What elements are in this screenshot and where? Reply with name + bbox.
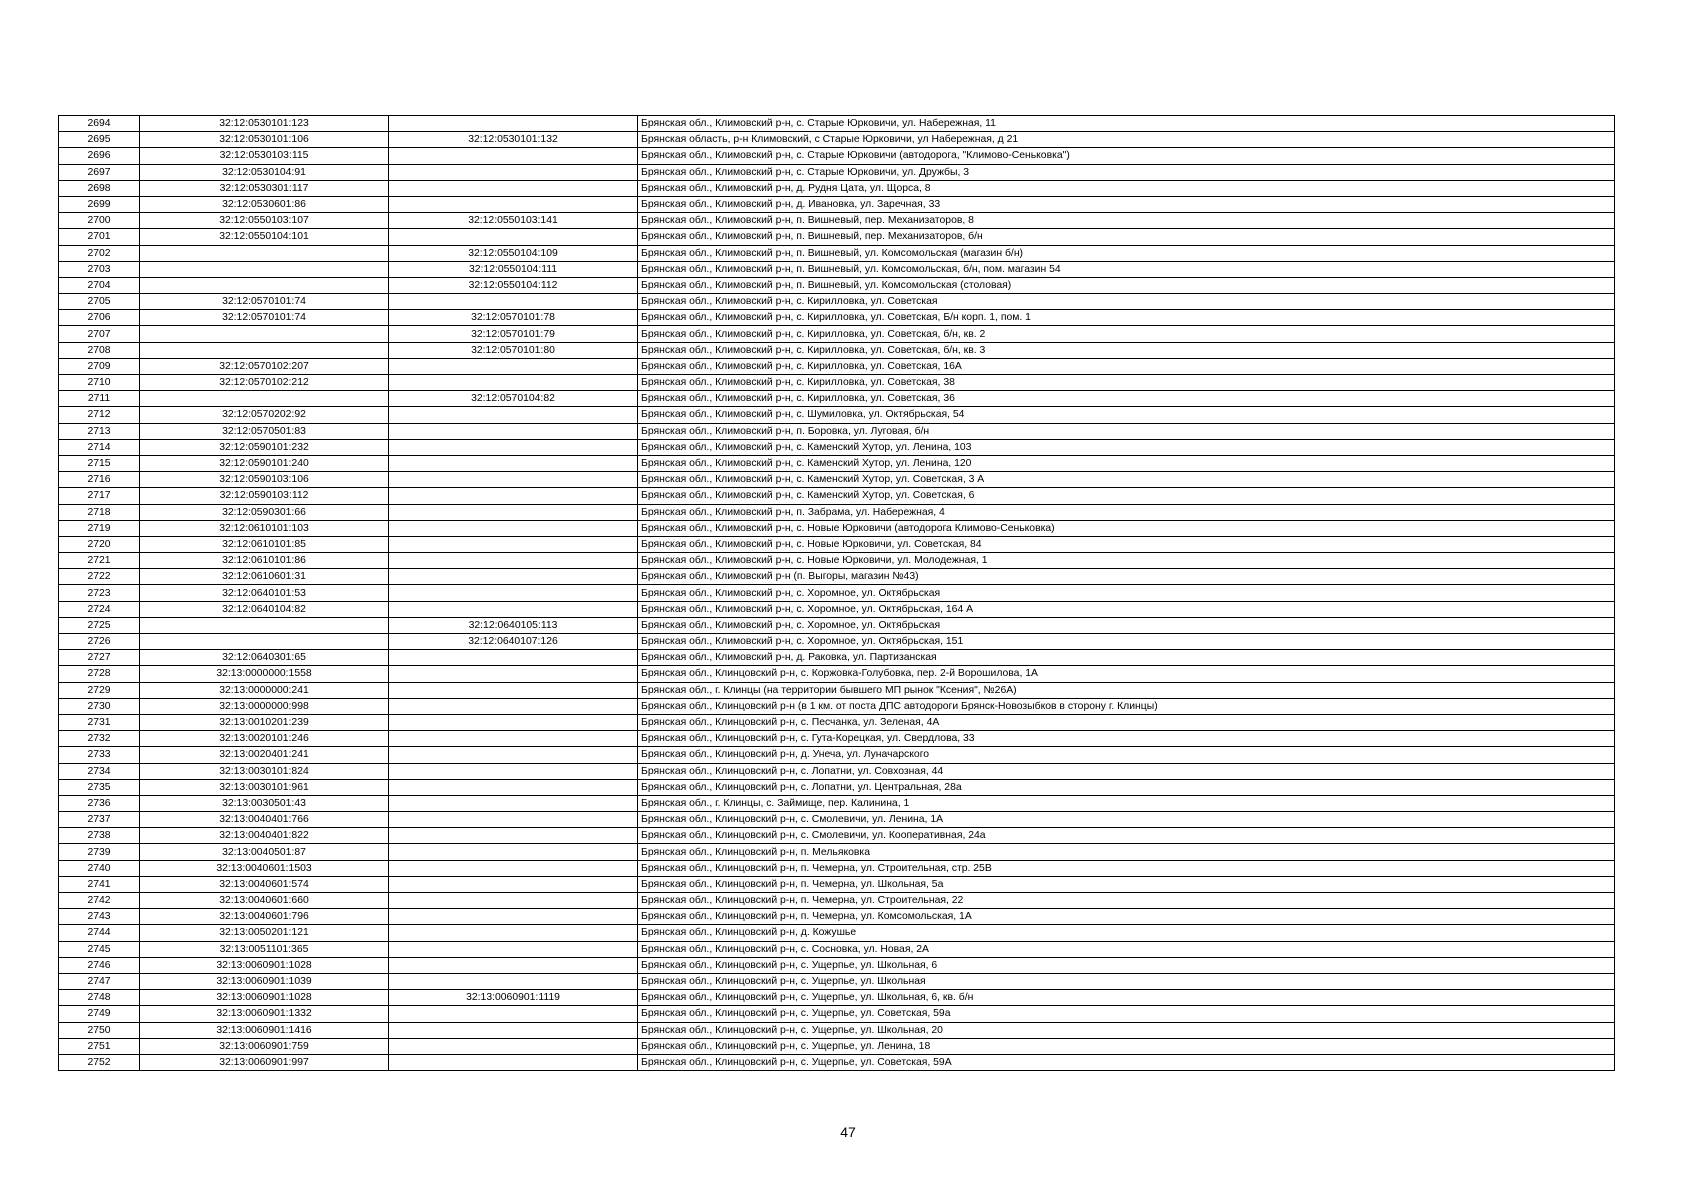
table-row (59, 342, 1615, 358)
cadastral-number-cell: 32:13:0040401:766 (140, 812, 389, 828)
table-row (59, 455, 1615, 471)
row-number-cell: 2750 (59, 1022, 140, 1038)
row-number-cell: 2717 (59, 488, 140, 504)
table-row (59, 261, 1615, 277)
table-row (59, 617, 1615, 633)
related-cadastral-number-cell (389, 601, 638, 617)
cadastral-number-cell: 32:13:0051101:365 (140, 941, 389, 957)
related-cadastral-number-cell (389, 229, 638, 245)
cadastral-number-cell: 32:13:0040601:796 (140, 909, 389, 925)
row-number-cell: 2701 (59, 229, 140, 245)
related-cadastral-number-cell: 32:12:0570104:82 (389, 391, 638, 407)
address-cell: Брянская обл., Клинцовский р-н, с. Коржовка-Голубовка, пер. 2-й Ворошилова, 1А (638, 666, 1615, 682)
row-number-cell: 2698 (59, 180, 140, 196)
table-row (59, 828, 1615, 844)
row-number-cell: 2727 (59, 650, 140, 666)
address-cell: Брянская обл., Клинцовский р-н, с. Ущерпье, ул. Советская, 59А (638, 1054, 1615, 1070)
related-cadastral-number-cell (389, 698, 638, 714)
related-cadastral-number-cell (389, 828, 638, 844)
row-number-cell: 2743 (59, 909, 140, 925)
cadastral-number-cell: 32:13:0040601:574 (140, 876, 389, 892)
address-cell: Брянская обл., Климовский р-н, с. Каменский Хутор, ул. Ленина, 120 (638, 455, 1615, 471)
table-row (59, 423, 1615, 439)
address-cell: Брянская обл., Клинцовский р-н, п. Чемерна, ул. Комсомольская, 1А (638, 909, 1615, 925)
row-number-cell: 2737 (59, 812, 140, 828)
related-cadastral-number-cell: 32:12:0640107:126 (389, 634, 638, 650)
cadastral-number-cell: 32:13:0020101:246 (140, 731, 389, 747)
address-cell: Брянская обл., Климовский р-н, с. Старые Юрковичи (автодорога, "Климово-Сеньковка") (638, 148, 1615, 164)
related-cadastral-number-cell (389, 876, 638, 892)
cadastral-number-cell: 32:12:0570102:212 (140, 375, 389, 391)
cadastral-number-cell (140, 277, 389, 293)
related-cadastral-number-cell (389, 1038, 638, 1054)
related-cadastral-number-cell: 32:12:0530101:132 (389, 132, 638, 148)
row-number-cell: 2720 (59, 536, 140, 552)
row-number-cell: 2749 (59, 1006, 140, 1022)
table-row (59, 375, 1615, 391)
property-table (58, 115, 1615, 1071)
row-number-cell: 2740 (59, 860, 140, 876)
address-cell: Брянская обл., Клинцовский р-н, с. Гута-Корецкая, ул. Свердлова, 33 (638, 731, 1615, 747)
address-cell: Брянская обл., Клинцовский р-н, с. Смолевичи, ул. Кооперативная, 24а (638, 828, 1615, 844)
row-number-cell: 2711 (59, 391, 140, 407)
table-row (59, 326, 1615, 342)
row-number-cell: 2723 (59, 585, 140, 601)
cadastral-number-cell: 32:13:0030101:824 (140, 763, 389, 779)
cadastral-number-cell: 32:12:0530301:117 (140, 180, 389, 196)
row-number-cell: 2703 (59, 261, 140, 277)
address-cell: Брянская обл., Клинцовский р-н, с. Лопатни, ул. Совхозная, 44 (638, 763, 1615, 779)
cadastral-number-cell (140, 326, 389, 342)
related-cadastral-number-cell (389, 682, 638, 698)
address-cell: Брянская обл., Климовский р-н, с. Новые Юрковичи, ул. Советская, 84 (638, 536, 1615, 552)
table-row (59, 909, 1615, 925)
row-number-cell: 2699 (59, 196, 140, 212)
address-cell: Брянская обл., Клинцовский р-н, с. Ущерпье, ул. Школьная, 20 (638, 1022, 1615, 1038)
address-cell: Брянская обл., Климовский р-н, с. Хоромное, ул. Октябрьская (638, 617, 1615, 633)
row-number-cell: 2695 (59, 132, 140, 148)
cadastral-number-cell: 32:12:0570102:207 (140, 358, 389, 374)
related-cadastral-number-cell (389, 536, 638, 552)
table-row (59, 553, 1615, 569)
address-cell: Брянская обл., Климовский р-н, с. Хоромное, ул. Октябрьская (638, 585, 1615, 601)
table-row (59, 132, 1615, 148)
related-cadastral-number-cell (389, 439, 638, 455)
related-cadastral-number-cell: 32:12:0550104:111 (389, 261, 638, 277)
related-cadastral-number-cell (389, 1022, 638, 1038)
table-row (59, 682, 1615, 698)
related-cadastral-number-cell (389, 553, 638, 569)
cadastral-number-cell: 32:12:0640101:53 (140, 585, 389, 601)
row-number-cell: 2738 (59, 828, 140, 844)
cadastral-number-cell (140, 342, 389, 358)
row-number-cell: 2718 (59, 504, 140, 520)
table-row (59, 245, 1615, 261)
table-row (59, 391, 1615, 407)
cadastral-number-cell: 32:12:0530101:106 (140, 132, 389, 148)
table-row (59, 650, 1615, 666)
related-cadastral-number-cell: 32:12:0550104:109 (389, 245, 638, 261)
table-row (59, 196, 1615, 212)
cadastral-number-cell: 32:13:0000000:241 (140, 682, 389, 698)
address-cell: Брянская обл., Клинцовский р-н (в 1 км. от поста ДПС автодороги Брянск-Новозыбков в сторону г. Клинцы) (638, 698, 1615, 714)
cadastral-number-cell: 32:12:0590103:106 (140, 472, 389, 488)
address-cell: Брянская обл., Климовский р-н, с. Старые Юрковичи, ул. Набережная, 11 (638, 116, 1615, 132)
row-number-cell: 2705 (59, 294, 140, 310)
row-number-cell: 2747 (59, 973, 140, 989)
address-cell: Брянская обл., Климовский р-н, с. Каменский Хутор, ул. Советская, 3 А (638, 472, 1615, 488)
related-cadastral-number-cell (389, 747, 638, 763)
address-cell: Брянская обл., Климовский р-н, с. Каменский Хутор, ул. Советская, 6 (638, 488, 1615, 504)
table-row (59, 747, 1615, 763)
related-cadastral-number-cell (389, 116, 638, 132)
table-row (59, 520, 1615, 536)
row-number-cell: 2732 (59, 731, 140, 747)
cadastral-number-cell: 32:12:0640104:82 (140, 601, 389, 617)
table-row (59, 180, 1615, 196)
address-cell: Брянская обл., Клинцовский р-н, с. Сосновка, ул. Новая, 2А (638, 941, 1615, 957)
row-number-cell: 2751 (59, 1038, 140, 1054)
cadastral-number-cell (140, 634, 389, 650)
table-row (59, 1006, 1615, 1022)
property-table-body (59, 116, 1615, 1071)
cadastral-number-cell: 32:12:0610101:103 (140, 520, 389, 536)
row-number-cell: 2706 (59, 310, 140, 326)
cadastral-number-cell: 32:12:0610101:85 (140, 536, 389, 552)
related-cadastral-number-cell (389, 423, 638, 439)
table-row (59, 164, 1615, 180)
row-number-cell: 2708 (59, 342, 140, 358)
address-cell: Брянская обл., Климовский р-н (п. Выгоры, магазин №43) (638, 569, 1615, 585)
cadastral-number-cell: 32:13:0050201:121 (140, 925, 389, 941)
related-cadastral-number-cell (389, 472, 638, 488)
row-number-cell: 2728 (59, 666, 140, 682)
row-number-cell: 2742 (59, 893, 140, 909)
cadastral-number-cell: 32:12:0550104:101 (140, 229, 389, 245)
cadastral-number-cell: 32:12:0570101:74 (140, 310, 389, 326)
cadastral-number-cell: 32:13:0010201:239 (140, 714, 389, 730)
cadastral-number-cell: 32:12:0590103:112 (140, 488, 389, 504)
address-cell: Брянская обл., Клинцовский р-н, с. Ущерпье, ул. Школьная, 6 (638, 957, 1615, 973)
address-cell: Брянская обл., Климовский р-н, с. Хоромное, ул. Октябрьская, 164 А (638, 601, 1615, 617)
row-number-cell: 2744 (59, 925, 140, 941)
related-cadastral-number-cell (389, 763, 638, 779)
table-row (59, 957, 1615, 973)
row-number-cell: 2735 (59, 779, 140, 795)
table-row (59, 294, 1615, 310)
related-cadastral-number-cell (389, 1054, 638, 1070)
cadastral-number-cell (140, 245, 389, 261)
address-cell: Брянская обл., Климовский р-н, п. Вишневый, ул. Комсомольская, б/н, пом. магазин 54 (638, 261, 1615, 277)
address-cell: Брянская обл., Климовский р-н, п. Вишневый, пер. Механизаторов, б/н (638, 229, 1615, 245)
table-row (59, 795, 1615, 811)
cadastral-number-cell: 32:12:0530601:86 (140, 196, 389, 212)
cadastral-number-cell: 32:13:0030501:43 (140, 795, 389, 811)
related-cadastral-number-cell (389, 455, 638, 471)
row-number-cell: 2741 (59, 876, 140, 892)
table-row (59, 860, 1615, 876)
related-cadastral-number-cell (389, 909, 638, 925)
row-number-cell: 2709 (59, 358, 140, 374)
cadastral-number-cell: 32:12:0610101:86 (140, 553, 389, 569)
related-cadastral-number-cell (389, 1006, 638, 1022)
row-number-cell: 2702 (59, 245, 140, 261)
related-cadastral-number-cell (389, 569, 638, 585)
table-row (59, 634, 1615, 650)
address-cell: Брянская обл., Клинцовский р-н, п. Чемерна, ул. Строительная, 22 (638, 893, 1615, 909)
table-row (59, 310, 1615, 326)
table-row (59, 439, 1615, 455)
cadastral-number-cell (140, 391, 389, 407)
row-number-cell: 2700 (59, 213, 140, 229)
related-cadastral-number-cell (389, 520, 638, 536)
address-cell: Брянская обл., Клинцовский р-н, с. Ущерпье, ул. Ленина, 18 (638, 1038, 1615, 1054)
cadastral-number-cell: 32:13:0060901:1332 (140, 1006, 389, 1022)
table-row (59, 504, 1615, 520)
table-row (59, 893, 1615, 909)
address-cell: Брянская обл., Климовский р-н, с. Кирилловка, ул. Советская, Б/н корп. 1, пом. 1 (638, 310, 1615, 326)
cadastral-number-cell: 32:13:0020401:241 (140, 747, 389, 763)
address-cell: Брянская обл., Климовский р-н, с. Кирилловка, ул. Советская, 38 (638, 375, 1615, 391)
related-cadastral-number-cell (389, 148, 638, 164)
table-row (59, 148, 1615, 164)
table-row (59, 812, 1615, 828)
table-row (59, 973, 1615, 989)
table-row (59, 213, 1615, 229)
address-cell: Брянская область, р-н Климовский, с Старые Юрковичи, ул Набережная, д 21 (638, 132, 1615, 148)
address-cell: Брянская обл., Клинцовский р-н, п. Чемерна, ул. Строительная, стр. 25В (638, 860, 1615, 876)
related-cadastral-number-cell (389, 666, 638, 682)
related-cadastral-number-cell (389, 795, 638, 811)
address-cell: Брянская обл., Клинцовский р-н, с. Ущерпье, ул. Школьная, 6, кв. б/н (638, 990, 1615, 1006)
related-cadastral-number-cell (389, 196, 638, 212)
related-cadastral-number-cell: 32:13:0060901:1119 (389, 990, 638, 1006)
cadastral-number-cell: 32:13:0030101:961 (140, 779, 389, 795)
address-cell: Брянская обл., Климовский р-н, с. Новые Юрковичи (автодорога Климово-Сеньковка) (638, 520, 1615, 536)
address-cell: Брянская обл., Климовский р-н, с. Каменский Хутор, ул. Ленина, 103 (638, 439, 1615, 455)
table-row (59, 277, 1615, 293)
related-cadastral-number-cell (389, 925, 638, 941)
table-row (59, 569, 1615, 585)
table-row (59, 407, 1615, 423)
address-cell: Брянская обл., Климовский р-н, с. Новые Юрковичи, ул. Молодежная, 1 (638, 553, 1615, 569)
row-number-cell: 2707 (59, 326, 140, 342)
table-row (59, 1054, 1615, 1070)
row-number-cell: 2730 (59, 698, 140, 714)
address-cell: Брянская обл., Климовский р-н, с. Хоромное, ул. Октябрьская, 151 (638, 634, 1615, 650)
row-number-cell: 2696 (59, 148, 140, 164)
address-cell: Брянская обл., Климовский р-н, п. Боровка, ул. Луговая, б/н (638, 423, 1615, 439)
row-number-cell: 2694 (59, 116, 140, 132)
cadastral-number-cell: 32:12:0640301:65 (140, 650, 389, 666)
related-cadastral-number-cell: 32:12:0550103:141 (389, 213, 638, 229)
cadastral-number-cell: 32:13:0000000:998 (140, 698, 389, 714)
row-number-cell: 2733 (59, 747, 140, 763)
page-number: 47 (840, 1124, 856, 1140)
cadastral-number-cell: 32:13:0040601:1503 (140, 860, 389, 876)
address-cell: Брянская обл., Климовский р-н, д. Рудня Цата, ул. Щорса, 8 (638, 180, 1615, 196)
address-cell: Брянская обл., Климовский р-н, д. Раковка, ул. Партизанская (638, 650, 1615, 666)
cadastral-number-cell: 32:12:0530104:91 (140, 164, 389, 180)
cadastral-number-cell: 32:13:0060901:759 (140, 1038, 389, 1054)
table-row (59, 714, 1615, 730)
address-cell: Брянская обл., Клинцовский р-н, п. Чемерна, ул. Школьная, 5а (638, 876, 1615, 892)
address-cell: Брянская обл., Климовский р-н, д. Ивановка, ул. Заречная, 33 (638, 196, 1615, 212)
row-number-cell: 2724 (59, 601, 140, 617)
related-cadastral-number-cell (389, 860, 638, 876)
address-cell: Брянская обл., Климовский р-н, п. Вишневый, ул. Комсомольская (магазин б/н) (638, 245, 1615, 261)
address-cell: Брянская обл., Клинцовский р-н, д. Унеча, ул. Луначарского (638, 747, 1615, 763)
table-row (59, 488, 1615, 504)
address-cell: Брянская обл., Климовский р-н, п. Вишневый, ул. Комсомольская (столовая) (638, 277, 1615, 293)
cadastral-number-cell: 32:12:0570101:74 (140, 294, 389, 310)
cadastral-number-cell (140, 617, 389, 633)
row-number-cell: 2752 (59, 1054, 140, 1070)
cadastral-number-cell: 32:13:0040501:87 (140, 844, 389, 860)
related-cadastral-number-cell (389, 180, 638, 196)
related-cadastral-number-cell (389, 650, 638, 666)
row-number-cell: 2719 (59, 520, 140, 536)
table-row (59, 666, 1615, 682)
address-cell: Брянская обл., г. Клинцы (на территории бывшего МП рынок "Ксения", №26А) (638, 682, 1615, 698)
cadastral-number-cell: 32:12:0590301:66 (140, 504, 389, 520)
related-cadastral-number-cell: 32:12:0570101:80 (389, 342, 638, 358)
cadastral-number-cell: 32:13:0060901:1028 (140, 957, 389, 973)
row-number-cell: 2710 (59, 375, 140, 391)
related-cadastral-number-cell (389, 358, 638, 374)
row-number-cell: 2731 (59, 714, 140, 730)
table-row (59, 941, 1615, 957)
table-row (59, 536, 1615, 552)
related-cadastral-number-cell (389, 731, 638, 747)
row-number-cell: 2722 (59, 569, 140, 585)
address-cell: Брянская обл., Клинцовский р-н, д. Кожушье (638, 925, 1615, 941)
address-cell: Брянская обл., Климовский р-н, с. Кирилловка, ул. Советская (638, 294, 1615, 310)
cadastral-number-cell: 32:12:0590101:240 (140, 455, 389, 471)
address-cell: Брянская обл., Климовский р-н, с. Кирилловка, ул. Советская, б/н, кв. 3 (638, 342, 1615, 358)
related-cadastral-number-cell: 32:12:0640105:113 (389, 617, 638, 633)
related-cadastral-number-cell (389, 812, 638, 828)
table-row (59, 1022, 1615, 1038)
cadastral-number-cell: 32:13:0040401:822 (140, 828, 389, 844)
address-cell: Брянская обл., Клинцовский р-н, с. Смолевичи, ул. Ленина, 1А (638, 812, 1615, 828)
related-cadastral-number-cell (389, 164, 638, 180)
related-cadastral-number-cell: 32:12:0570101:79 (389, 326, 638, 342)
cadastral-number-cell: 32:12:0530103:115 (140, 148, 389, 164)
row-number-cell: 2714 (59, 439, 140, 455)
table-row (59, 1038, 1615, 1054)
address-cell: Брянская обл., Климовский р-н, п. Забрама, ул. Набережная, 4 (638, 504, 1615, 520)
row-number-cell: 2716 (59, 472, 140, 488)
cadastral-number-cell: 32:13:0060901:997 (140, 1054, 389, 1070)
address-cell: Брянская обл., Клинцовский р-н, п. Мельяковка (638, 844, 1615, 860)
related-cadastral-number-cell: 32:12:0570101:78 (389, 310, 638, 326)
related-cadastral-number-cell (389, 844, 638, 860)
table-row (59, 731, 1615, 747)
address-cell: Брянская обл., Клинцовский р-н, с. Песчанка, ул. Зеленая, 4А (638, 714, 1615, 730)
address-cell: Брянская обл., Климовский р-н, с. Старые Юрковичи, ул. Дружбы, 3 (638, 164, 1615, 180)
table-row (59, 698, 1615, 714)
table-row (59, 472, 1615, 488)
cadastral-number-cell: 32:12:0570202:92 (140, 407, 389, 423)
related-cadastral-number-cell (389, 973, 638, 989)
row-number-cell: 2715 (59, 455, 140, 471)
row-number-cell: 2748 (59, 990, 140, 1006)
cadastral-number-cell: 32:12:0550103:107 (140, 213, 389, 229)
row-number-cell: 2726 (59, 634, 140, 650)
row-number-cell: 2713 (59, 423, 140, 439)
address-cell: Брянская обл., Климовский р-н, с. Кирилловка, ул. Советская, б/н, кв. 2 (638, 326, 1615, 342)
row-number-cell: 2697 (59, 164, 140, 180)
table-row (59, 585, 1615, 601)
cadastral-number-cell: 32:12:0530101:123 (140, 116, 389, 132)
cadastral-number-cell: 32:13:0060901:1028 (140, 990, 389, 1006)
related-cadastral-number-cell (389, 957, 638, 973)
table-row (59, 990, 1615, 1006)
cadastral-number-cell: 32:13:0040601:660 (140, 893, 389, 909)
cadastral-number-cell: 32:12:0570501:83 (140, 423, 389, 439)
address-cell: Брянская обл., Климовский р-н, п. Вишневый, пер. Механизаторов, 8 (638, 213, 1615, 229)
related-cadastral-number-cell (389, 488, 638, 504)
address-cell: Брянская обл., г. Клинцы, с. Займище, пер. Калинина, 1 (638, 795, 1615, 811)
cadastral-number-cell: 32:12:0590101:232 (140, 439, 389, 455)
address-cell: Брянская обл., Климовский р-н, с. Кирилловка, ул. Советская, 16А (638, 358, 1615, 374)
related-cadastral-number-cell (389, 375, 638, 391)
address-cell: Брянская обл., Климовский р-н, с. Шумиловка, ул. Октябрьская, 54 (638, 407, 1615, 423)
related-cadastral-number-cell (389, 294, 638, 310)
table-row (59, 876, 1615, 892)
address-cell: Брянская обл., Клинцовский р-н, с. Ущерпье, ул. Школьная (638, 973, 1615, 989)
table-row (59, 779, 1615, 795)
related-cadastral-number-cell (389, 779, 638, 795)
table-row (59, 601, 1615, 617)
row-number-cell: 2745 (59, 941, 140, 957)
row-number-cell: 2721 (59, 553, 140, 569)
related-cadastral-number-cell (389, 714, 638, 730)
related-cadastral-number-cell (389, 893, 638, 909)
related-cadastral-number-cell (389, 585, 638, 601)
address-cell: Брянская обл., Клинцовский р-н, с. Лопатни, ул. Центральная, 28а (638, 779, 1615, 795)
row-number-cell: 2746 (59, 957, 140, 973)
table-row (59, 229, 1615, 245)
related-cadastral-number-cell: 32:12:0550104:112 (389, 277, 638, 293)
table-row (59, 925, 1615, 941)
row-number-cell: 2704 (59, 277, 140, 293)
table-row (59, 116, 1615, 132)
related-cadastral-number-cell (389, 941, 638, 957)
row-number-cell: 2739 (59, 844, 140, 860)
row-number-cell: 2725 (59, 617, 140, 633)
cadastral-number-cell: 32:12:0610601:31 (140, 569, 389, 585)
row-number-cell: 2736 (59, 795, 140, 811)
row-number-cell: 2729 (59, 682, 140, 698)
cadastral-number-cell (140, 261, 389, 277)
table-row (59, 358, 1615, 374)
cadastral-number-cell: 32:13:0060901:1416 (140, 1022, 389, 1038)
cadastral-number-cell: 32:13:0000000:1558 (140, 666, 389, 682)
cadastral-number-cell: 32:13:0060901:1039 (140, 973, 389, 989)
related-cadastral-number-cell (389, 407, 638, 423)
row-number-cell: 2734 (59, 763, 140, 779)
row-number-cell: 2712 (59, 407, 140, 423)
address-cell: Брянская обл., Клинцовский р-н, с. Ущерпье, ул. Советская, 59а (638, 1006, 1615, 1022)
table-row (59, 763, 1615, 779)
related-cadastral-number-cell (389, 504, 638, 520)
table-row (59, 844, 1615, 860)
address-cell: Брянская обл., Климовский р-н, с. Кирилловка, ул. Советская, 36 (638, 391, 1615, 407)
